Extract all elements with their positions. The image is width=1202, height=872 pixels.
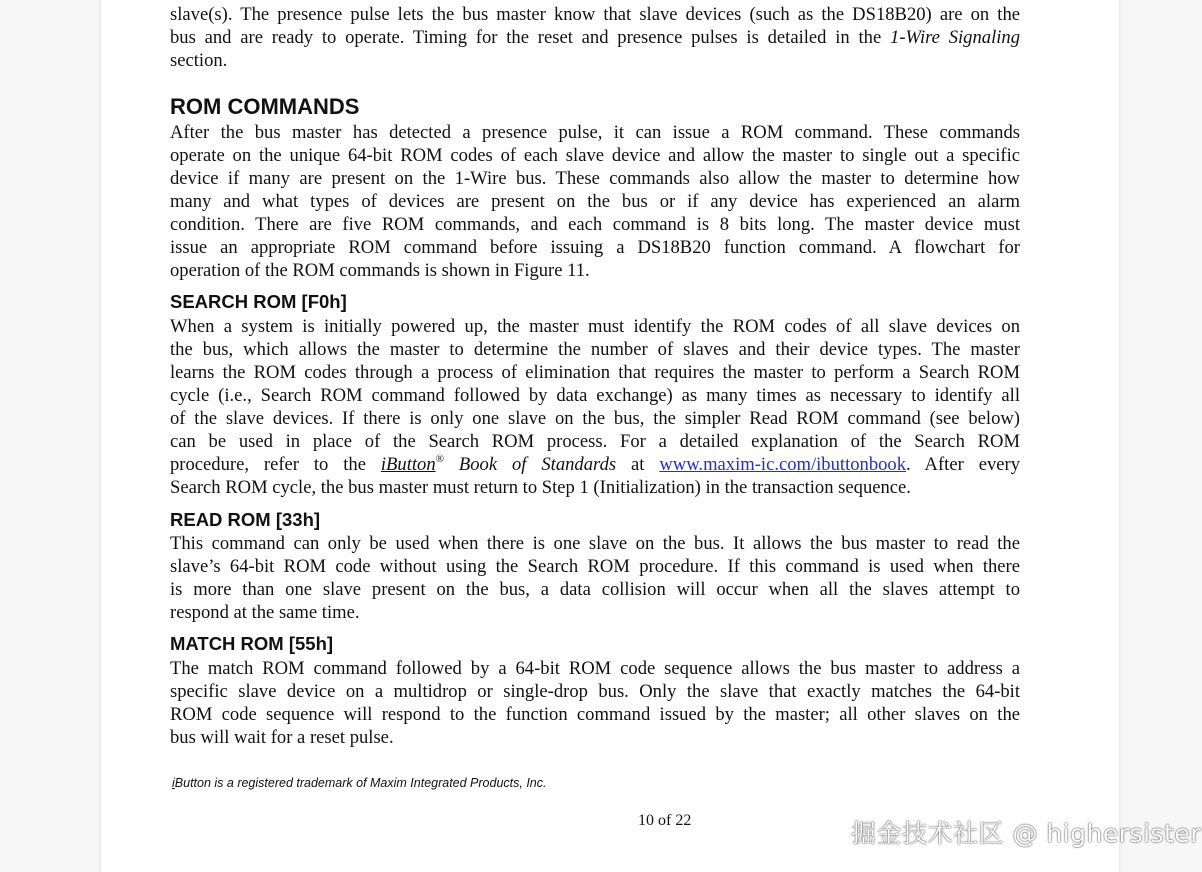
text-span: bus and are ready to operate. Timing for the reset and presence pulses is detailed in the: [170, 27, 891, 48]
subsection-heading-read-rom: READ ROM [33h]: [170, 509, 321, 530]
text-line: operate on the unique 64-bit ROM codes of each slave device and allow the master to single out a specific: [170, 145, 1020, 166]
text-span: i: [172, 776, 175, 790]
text-line: The match ROM command followed by a 64-bit ROM code sequence allows the bus master to address a: [170, 658, 1020, 679]
text-line: Search ROM cycle, the bus master must return to Step 1 (Initialization) in the transaction sequence.: [170, 477, 911, 498]
text-line: This command can only be used when there is one slave on the bus. It allows the bus master to read the: [170, 533, 1020, 554]
text-line: slave(s). The presence pulse lets the bus master know that slave devices (such as the DS18B20) are on the: [170, 4, 1020, 25]
pdf-page: [101, 0, 1119, 872]
search-rom-paragraph: [170, 315, 1020, 499]
text-span: . After every: [906, 454, 1020, 475]
text-line: device if many are present on the 1-Wire bus. These commands also allow the master to determine how: [170, 168, 1020, 189]
rom-commands-paragraph: [170, 121, 1020, 282]
text-line: After the bus master has detected a presence pulse, it can issue a ROM command. These commands: [170, 122, 1020, 143]
text-line: [170, 26, 1020, 49]
read-rom-paragraph: [170, 532, 1020, 624]
text-line: respond at the same time.: [170, 602, 360, 623]
text-line: the bus, which allows the master to determine the number of slaves and their device types. The master: [170, 339, 1020, 360]
text-line: When a system is initially powered up, the master must identify the ROM codes of all slave devices on: [170, 316, 1020, 337]
text-span: procedure, refer to the: [170, 454, 381, 475]
subsection-heading-match-rom: MATCH ROM [55h]: [170, 633, 334, 654]
text-line: slave’s 64-bit ROM code without using the Search ROM procedure. If this command is used when there: [170, 556, 1020, 577]
subsection-heading-search-rom: SEARCH ROM [F0h]: [170, 291, 347, 312]
watermark: 掘金技术社区 @ highersister: [851, 819, 1202, 848]
text-line: of the slave devices. If there is only one slave on the bus, the simpler Read ROM command (see below): [170, 408, 1020, 429]
text-span: at: [616, 454, 660, 475]
text-line: ROM code sequence will respond to the function command issued by the master; all other slaves on the: [170, 704, 1020, 725]
trademark-footnote: [172, 776, 546, 790]
text-line: specific slave device on a multidrop or single-drop bus. Only the slave that exactly matches the 64-bit: [170, 681, 1020, 702]
book-title: Book of Standards: [443, 454, 617, 475]
text-line: [170, 453, 1020, 476]
text-line: many and what types of devices are present on the bus or if any device has experienced an alarm: [170, 191, 1020, 212]
text-line: is more than one slave present on the bus, a data collision will occur when all the slaves attempt to: [170, 579, 1020, 600]
registered-mark: ®: [435, 453, 444, 465]
text-span: Button is a registered trademark of Maxim Integrated Products, Inc.: [174, 776, 547, 790]
text-line: section.: [170, 50, 228, 71]
text-line: condition. There are five ROM commands, and each command is 8 bits long. The master device must: [170, 214, 1020, 235]
intro-paragraph: [170, 3, 1020, 72]
text-line: issue an appropriate ROM command before issuing a DS18B20 function command. A flowchart for: [170, 237, 1020, 258]
text-line: learns the ROM codes through a process of elimination that requires the master to perform a Search ROM: [170, 362, 1020, 383]
section-heading-rom-commands: ROM COMMANDS: [170, 94, 360, 119]
text-line: operation of the ROM commands is shown in Figure 11.: [170, 260, 590, 281]
ibutton-term: iButton: [380, 454, 436, 475]
page-number: 10 of 22: [638, 812, 692, 829]
italic-reference: 1-Wire Signaling: [890, 27, 1021, 48]
text-line: can be used in place of the Search ROM process. For a detailed explanation of the Search ROM: [170, 431, 1020, 452]
match-rom-paragraph: [170, 657, 1020, 749]
text-line: cycle (i.e., Search ROM command followed by data exchange) as many times as necessary to identify all: [170, 385, 1020, 406]
text-line: bus will wait for a reset pulse.: [170, 727, 394, 748]
ibuttonbook-link[interactable]: www.maxim-ic.com/ibuttonbook: [659, 454, 907, 475]
